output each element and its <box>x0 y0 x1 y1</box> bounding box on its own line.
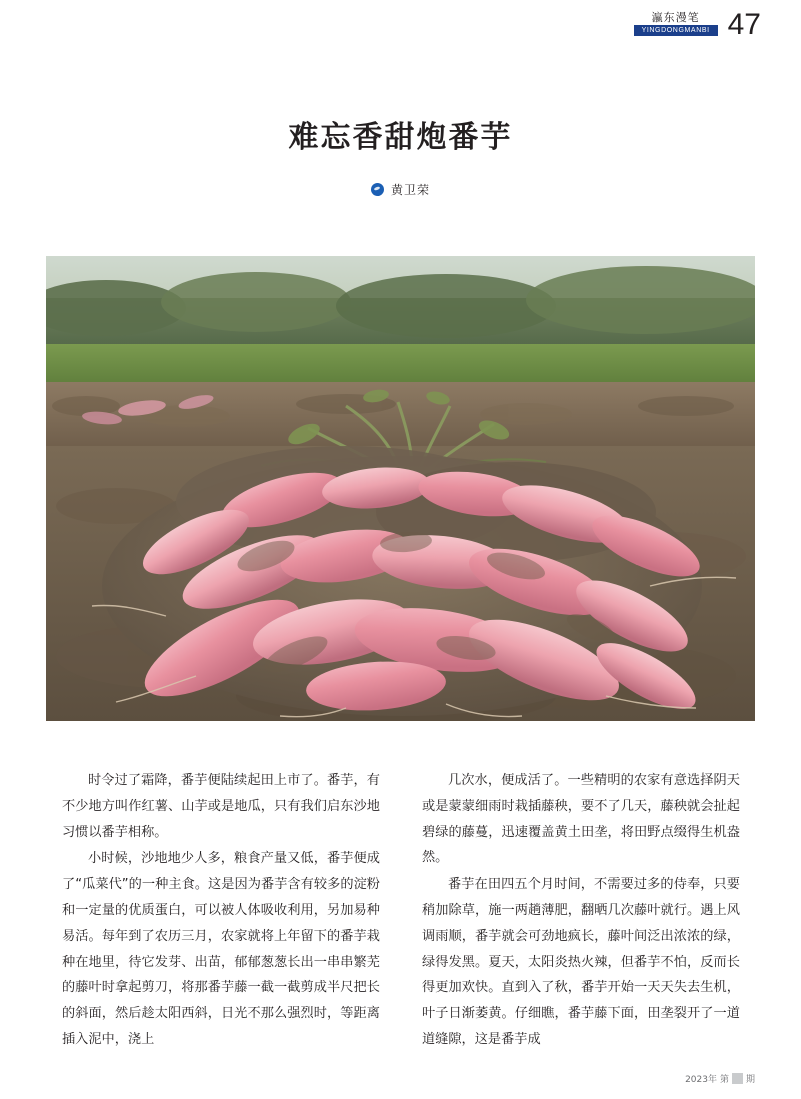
masthead-title-en: YINGDONGMANBI <box>634 25 718 36</box>
article-body <box>62 768 740 1054</box>
byline <box>0 181 801 198</box>
footer-issue-prefix: 第 <box>719 1075 729 1085</box>
paragraph: 番芋在田四五个月时间，不需要过多的侍奉，只要稍加除草，施一两趟薄肥，翻晒几次藤叶就行。遇上风调雨顺，番芋就会可劲地疯长，藤叶间泛出浓浓的绿，绿得发黑。夏天，太阳炎热火辣，但番芋不怕，反而长得更加欢快。直到入了秋，番芋开始一天天失去生机，叶子日渐萎黄。仔细瞧，番芋藤下面，田垄裂开了一道道缝隙，这是番芋成 <box>422 877 740 1047</box>
footer-issue-suffix: 期 <box>745 1075 755 1085</box>
page-title: 难忘香甜炮番芋 <box>288 120 513 155</box>
harvested-sweet-potatoes-photo <box>46 256 755 721</box>
page-number: 47 <box>727 8 761 41</box>
footer-issue-placeholder <box>732 1073 743 1084</box>
masthead <box>634 12 718 36</box>
page-footer <box>685 1072 755 1085</box>
paragraph: 小时候，沙地地少人多，粮食产量又低，番芋便成了“瓜菜代”的一种主食。这是因为番芋含有较多的淀粉和一定量的优质蛋白，可以被人体吸收利用，另加易种易活。每年到了农历三月，农家就将上年留下的番芋栽种在地里，待它发芽、出苗，郁郁葱葱长出一串串繁芜的藤叶时拿起剪刀，将那番芋藤一截一截剪成半尺把长的斜面，然后趁太阳西斜，日光不那么强烈时，等距离插入泥中，浇上 <box>62 851 380 1047</box>
paragraph: 几次水，便成活了。一些精明的农家有意选择阴天或是蒙蒙细雨时栽插藤秧，要不了几天，藤秧就会扯起碧绿的藤蔓，迅速覆盖黄土田垄，将田野点缀得生机盎然。 <box>422 773 740 866</box>
footer-year: 2023年 <box>685 1075 717 1085</box>
page-header <box>634 10 761 40</box>
paragraph: 时令过了霜降，番芋便陆续起田上市了。番芋，有不少地方叫作红薯、山芋或是地瓜，只有我们启东沙地习惯以番芋相称。 <box>62 773 380 840</box>
body-column-right <box>422 768 740 1054</box>
author-name: 黄卫荣 <box>390 183 430 197</box>
body-column-left <box>62 768 380 1054</box>
masthead-title-cn: 瀛东漫笔 <box>651 12 700 24</box>
blue-dot-icon <box>371 183 384 196</box>
